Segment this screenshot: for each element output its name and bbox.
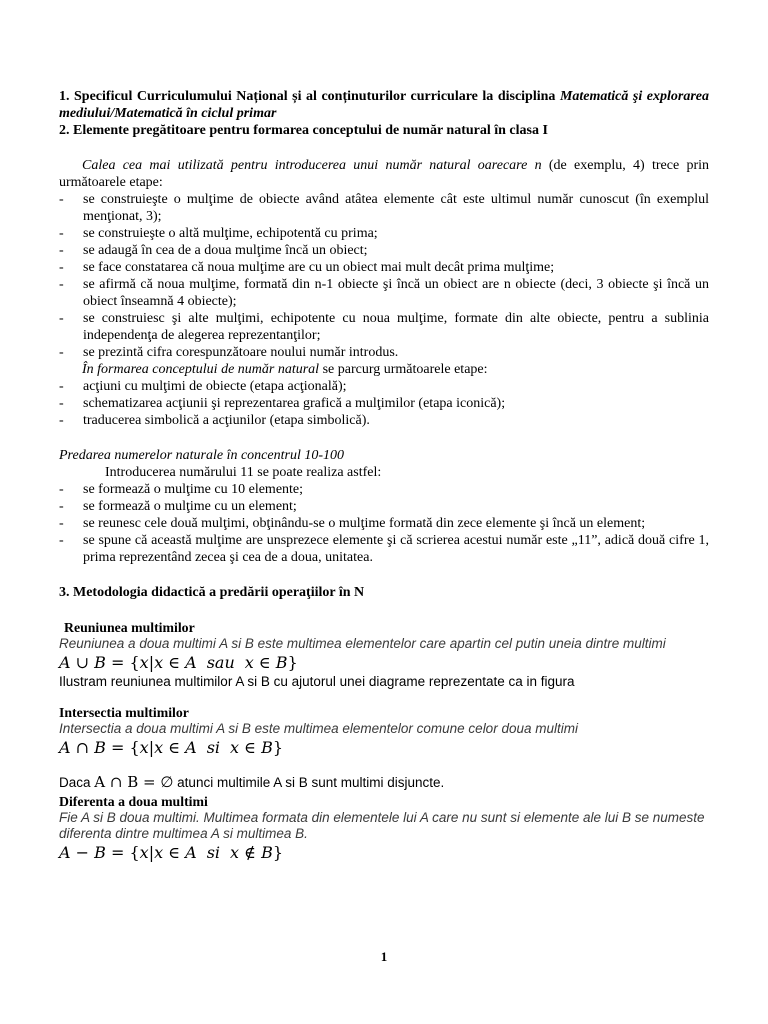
heading-2: 2. Elemente pregătitoare pentru formarea conceptului de număr natural în clasa I <box>59 123 548 138</box>
formula-var: B <box>261 843 273 862</box>
intro-rest: (de exemplu, 4) trece prin următoarele etape: <box>59 158 709 190</box>
formula-brace: { <box>129 843 140 862</box>
difference-formula <box>59 842 709 863</box>
difference-title: Diferenta a doua multimi <box>59 794 208 809</box>
formula-var: A <box>185 653 197 672</box>
formula-var: x <box>244 653 254 672</box>
formula-bar: | <box>148 653 155 672</box>
formula-brace: { <box>129 738 140 757</box>
heading-1-text: 1. Specificul Curriculumului Național și al conținuturilor curriculare la disciplina <box>59 89 560 104</box>
teaching-steps-list <box>59 481 709 566</box>
list-item: - se face constatarea că noua mulţime are cu un obiect mai mult decât prima mulţime; <box>59 259 709 276</box>
list-item: - acţiuni cu mulţimi de obiecte (etapa acţională); <box>59 378 709 395</box>
formation-rest: se parcurg următoarele etape: <box>319 362 488 377</box>
formula-op: ∈ <box>163 653 186 672</box>
union-definition: Reuniunea a doua multimi A si B este multimea elementelor care apartin cel putin uneia dintre multimi <box>59 636 666 651</box>
teaching-intro: Introducerea numărului 11 se poate realiza astfel: <box>105 465 382 480</box>
formula-word: si <box>206 738 221 757</box>
formula-var: x <box>154 653 164 672</box>
formula-op: ∈ <box>239 738 262 757</box>
formula-op: ∉ <box>239 843 262 862</box>
formula-var: x <box>139 653 149 672</box>
list-item: - se afirmă că noua mulţime, formată din n-1 obiecte şi încă un obiect are n obiecte (deci, 3 obiecte şi încă un obiect înseamnă 4 obiecte); <box>59 276 709 310</box>
formula-var: x <box>139 843 149 862</box>
formula-var: B <box>261 738 273 757</box>
intersection-title: Intersectia multimilor <box>59 705 189 720</box>
formula-op: ∈ <box>253 653 276 672</box>
list-item: - se reunesc cele două mulţimi, obţinându-se o mulţime formată din zece elemente şi încă un element; <box>59 515 709 532</box>
formula-var: x <box>154 738 164 757</box>
union-formula <box>59 652 709 673</box>
union-title: Reuniunea multimilor <box>64 620 195 635</box>
formula-var: x <box>139 738 149 757</box>
list-item: - se construiesc şi alte mulţimi, echipotente cu noua mulţime, formate din alte obiecte, pentru a sublinia independenţa de alegerea reprezentanţilor; <box>59 310 709 344</box>
page-content <box>59 88 709 863</box>
formula-brace: } <box>287 653 298 672</box>
formation-italic: În formarea conceptului de număr natural <box>82 362 320 377</box>
intersection-note <box>59 772 709 793</box>
union-note: Ilustram reuniunea multimilor A si B cu ajutorul unei diagrame reprezentate ca in figura <box>59 674 575 689</box>
formation-paragraph <box>59 361 709 378</box>
formula-var: x <box>230 738 240 757</box>
note-rest: atunci multimile A si B sunt multimi disjuncte. <box>173 775 445 790</box>
note-formula: A ∩ B = ∅ <box>94 773 174 791</box>
list-item: - schematizarea acţiunii şi reprezentarea grafică a mulţimilor (etapa iconică); <box>59 395 709 412</box>
list-item: - se spune că această mulţime are unsprezece elemente şi că scrierea acestui număr este „11”, adică două cifre 1, prima reprezentând zecea şi cea de a doua, unitatea. <box>59 532 709 566</box>
heading-1 <box>59 88 709 122</box>
formula-var: B <box>275 653 288 672</box>
formula-bar: | <box>148 843 155 862</box>
formula-brace: } <box>272 738 284 757</box>
formula-op: ∈ <box>163 843 186 862</box>
formula-word: sau <box>206 653 235 672</box>
formula-word: si <box>206 843 221 862</box>
list-item: - se prezintă cifra corespunzătoare noului număr introdus. <box>59 344 709 361</box>
formula-brace: } <box>272 843 284 862</box>
formula-var: A <box>185 843 197 862</box>
list-item: - se formează o mulţime cu 10 elemente; <box>59 481 709 498</box>
formula-var: A <box>185 738 197 757</box>
intro-paragraph <box>59 157 709 191</box>
page-number: 1 <box>380 949 388 964</box>
formula-lhs: A ∩ B = <box>59 738 130 757</box>
formula-var: x <box>154 843 164 862</box>
teaching-title: Predarea numerelor naturale în concentrul 10-100 <box>59 448 345 463</box>
intro-steps-list <box>59 191 709 361</box>
formation-steps-list <box>59 378 709 429</box>
list-item: - se formează o mulţime cu un element; <box>59 498 709 515</box>
heading-1-italic: Matematică şi explorarea mediului/Matematică în ciclul primar <box>59 89 709 121</box>
note-prefix: Daca <box>59 775 95 790</box>
formula-brace: { <box>129 653 140 672</box>
intersection-definition: Intersectia a doua multimi A si B este multimea elementelor comune celor doua multimi <box>59 721 578 736</box>
formula-op: ∈ <box>163 738 186 757</box>
formula-lhs: A ∪ B = <box>59 653 130 672</box>
list-item: - traducerea simbolică a acţiunilor (etapa simbolică). <box>59 412 709 429</box>
list-item: - se construieşte o altă mulţime, echipotentă cu prima; <box>59 225 709 242</box>
intro-italic: Calea cea mai utilizată pentru introducerea unui număr natural oarecare n <box>82 158 542 173</box>
difference-definition: Fie A si B doua multimi. Multimea formata din elementele lui A care nu sunt si elemente ale lui B se numeste diferenta dintre multimea A si multimea B. <box>59 810 705 841</box>
intersection-formula <box>59 737 709 758</box>
formula-lhs: A − B = <box>59 843 130 862</box>
formula-bar: | <box>148 738 155 757</box>
heading-3: 3. Metodologia didactică a predării operaţiilor în N <box>59 585 365 600</box>
list-item: - se adaugă în cea de a doua mulţime încă un obiect; <box>59 242 709 259</box>
list-item: - se construieşte o mulţime de obiecte având atâtea elemente cât este ultimul număr cunoscut (în exemplul menţionat, 3); <box>59 191 709 225</box>
formula-var: x <box>230 843 240 862</box>
